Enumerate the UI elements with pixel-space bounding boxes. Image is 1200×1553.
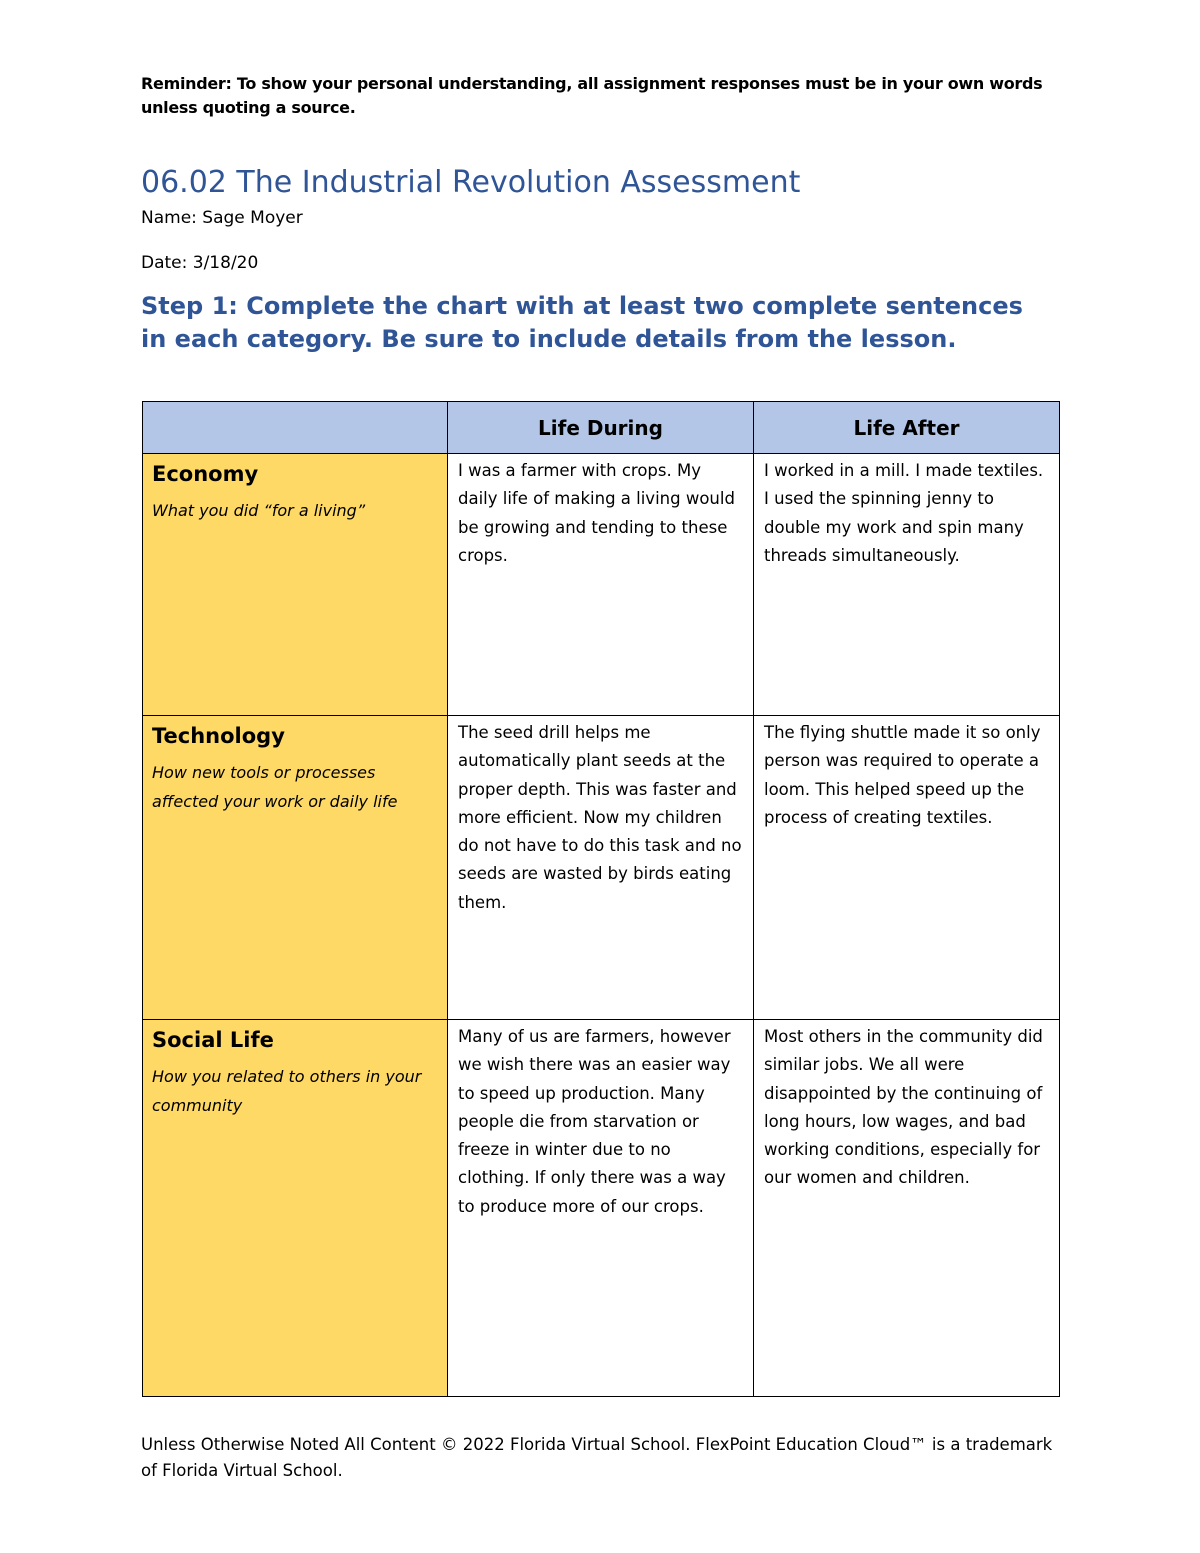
category-name: Social Life	[152, 1028, 274, 1052]
header-cell-life-after: Life After	[754, 402, 1060, 454]
category-description: How new tools or processes affected your work or daily life	[152, 763, 398, 811]
category-description: How you related to others in your community	[152, 1067, 422, 1115]
response-text: The flying shuttle made it so only person was required to operate a loom. This helped speed up the process of creating textiles.	[764, 723, 1041, 827]
student-name: Name: Sage Moyer	[141, 208, 303, 228]
table-row-technology	[143, 716, 1060, 1020]
page-title: 06.02 The Industrial Revolution Assessment	[141, 165, 801, 200]
copyright-footer: Unless Otherwise Noted All Content © 2022 Florida Virtual School. FlexPoint Education Cloud™ is a trademark of Florida Virtual School.	[141, 1435, 1053, 1480]
header-cell-life-during: Life During	[448, 402, 754, 454]
reminder-text: Reminder: To show your personal understanding, all assignment responses must be in your own words unless quoting a source.	[141, 74, 1043, 117]
life-after-cell-social-life	[754, 1020, 1060, 1397]
response-text: I was a farmer with crops. My daily life of making a living would be growing and tending to these crops.	[458, 461, 735, 565]
life-during-cell-technology	[448, 716, 754, 1020]
category-name: Economy	[152, 462, 259, 486]
assignment-date: Date: 3/18/20	[141, 253, 259, 273]
industrial-revolution-chart	[142, 401, 1060, 1397]
table-row-social-life	[143, 1020, 1060, 1397]
category-cell-technology	[143, 716, 448, 1020]
category-cell-economy	[143, 454, 448, 716]
table-row-economy	[143, 454, 1060, 716]
response-text: I worked in a mill. I made textiles. I used the spinning jenny to double my work and spin many threads simultaneously.	[764, 461, 1044, 565]
category-cell-social-life	[143, 1020, 448, 1397]
life-after-cell-economy	[754, 454, 1060, 716]
header-cell-category	[143, 402, 448, 454]
category-name: Technology	[152, 724, 285, 748]
response-text: Most others in the community did similar jobs. We all were disappointed by the continuing of long hours, low wages, and bad working conditions, especially for our women and children.	[764, 1027, 1043, 1188]
chart-header-row	[143, 402, 1060, 454]
life-during-cell-economy	[448, 454, 754, 716]
category-description: What you did “for a living”	[152, 501, 366, 520]
response-text: Many of us are farmers, however we wish there was an easier way to speed up production. Many people die from starvation or freeze in winter due to no clothing. If only there was a way to produce more of our crops.	[458, 1027, 731, 1216]
life-after-cell-technology	[754, 716, 1060, 1020]
response-text: The seed drill helps me automatically plant seeds at the proper depth. This was faster and more efficient. Now my children do not have to do this task and no seeds are wasted by birds eating them.	[458, 723, 742, 912]
life-during-cell-social-life	[448, 1020, 754, 1397]
step-instructions: Step 1: Complete the chart with at least two complete sentences in each category. Be sure to include details from the lesson.	[141, 292, 1023, 353]
